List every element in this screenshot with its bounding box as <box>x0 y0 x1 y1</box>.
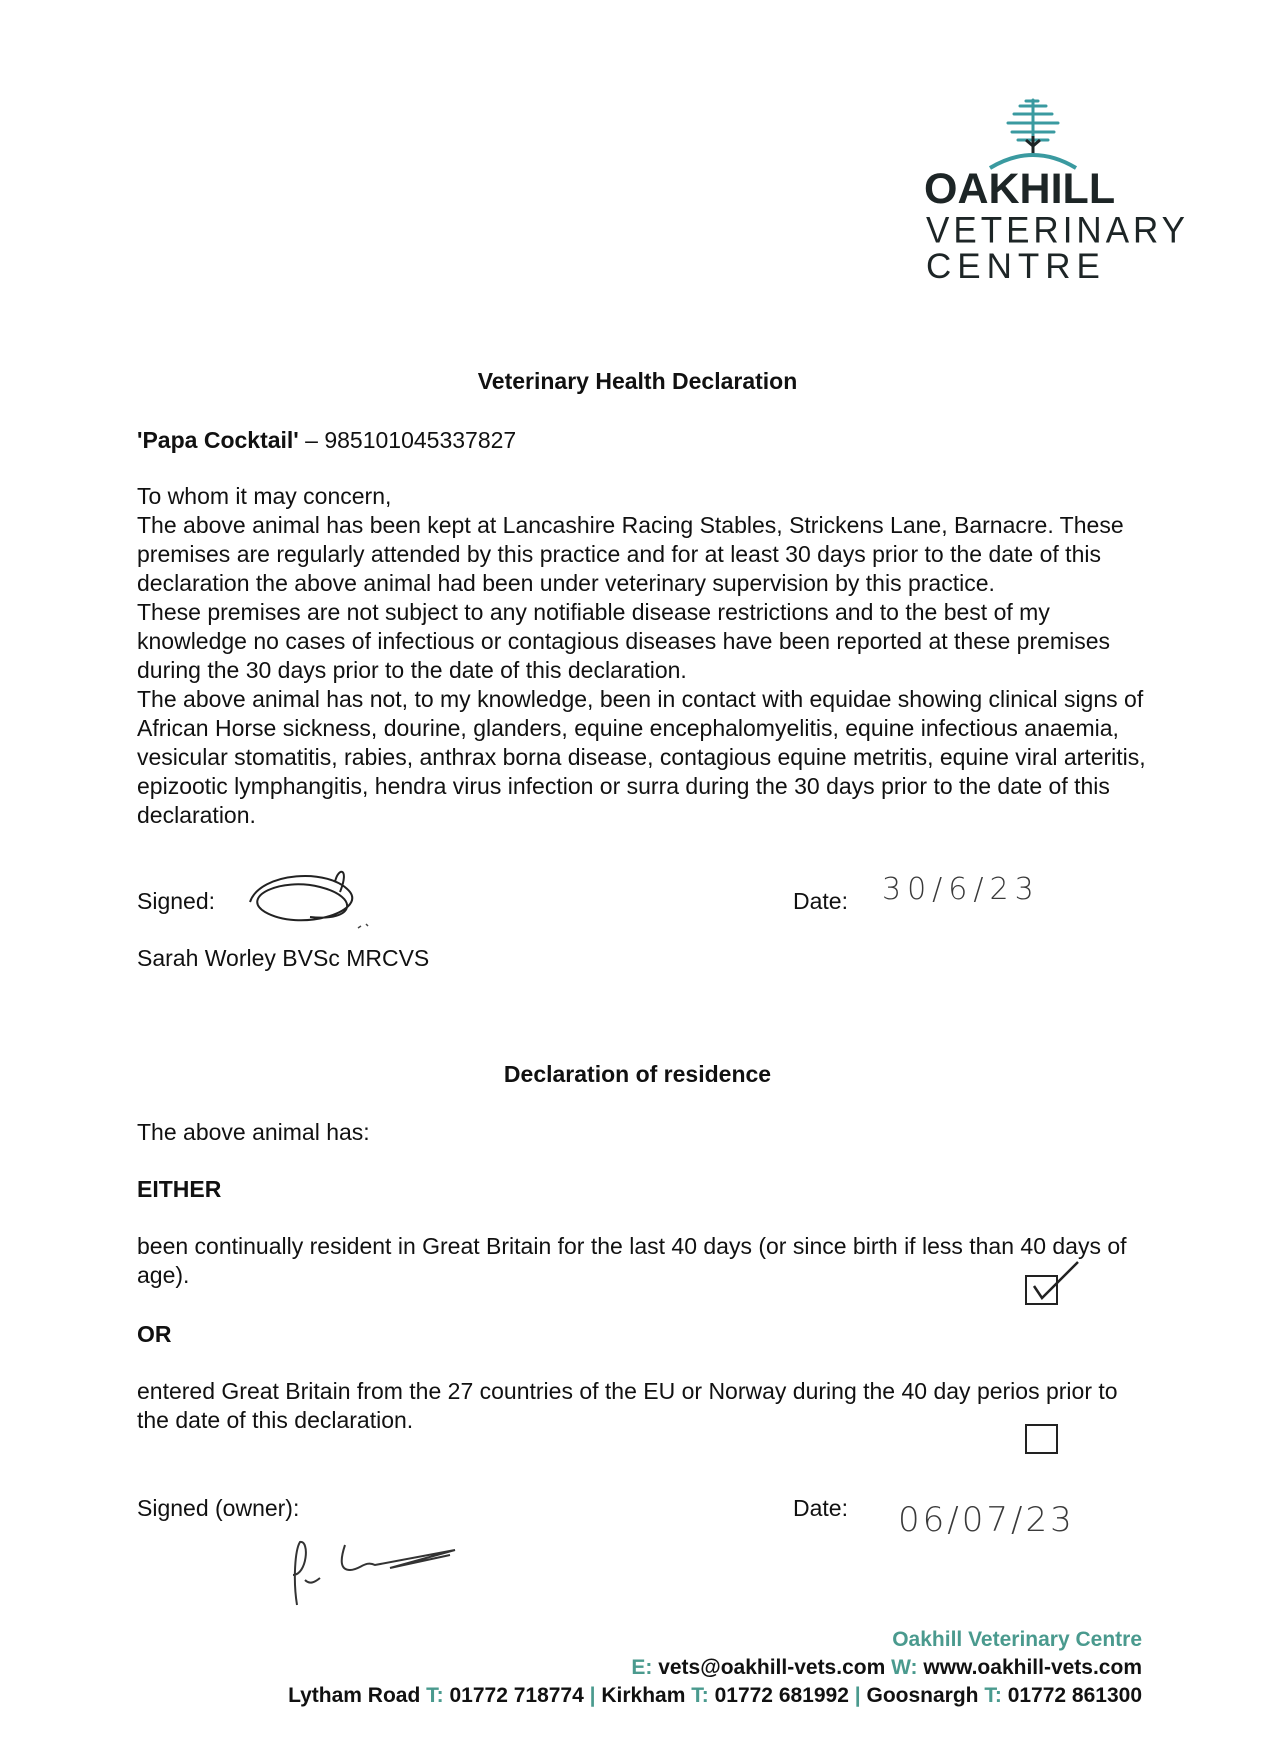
location-kirkham: Kirkham <box>601 1684 686 1707</box>
phone-goosnargh: 01772 861300 <box>1007 1684 1142 1707</box>
logo-subtitle-centre: CENTRE <box>926 247 1106 286</box>
paragraph-restrictions: These premises are not subject to any notifiable disease restrictions and to the best of my knowledge no cases of infectious or contagious diseases have been reported at these premises during the 30 days prior to the date of this declaration. <box>137 599 1110 683</box>
location-lytham: Lytham Road <box>288 1684 421 1707</box>
email-label: E: <box>631 1656 653 1679</box>
owner-date-value: 06/07/23 <box>898 1500 1075 1540</box>
or-label: OR <box>137 1321 172 1347</box>
tel-label: T: <box>426 1684 444 1707</box>
footer-website[interactable]: www.oakhill-vets.com <box>923 1656 1142 1679</box>
separator: | <box>589 1684 596 1707</box>
footer-email[interactable]: vets@oakhill-vets.com <box>658 1656 886 1679</box>
tel-label: T: <box>691 1684 709 1707</box>
web-label: W: <box>891 1656 918 1679</box>
greeting: To whom it may concern, <box>137 483 392 509</box>
check-mark-icon <box>1028 1258 1084 1308</box>
vet-date-value: 30/6/23 <box>882 872 1040 907</box>
footer-locations <box>288 1684 1142 1708</box>
phone-lytham: 01772 718774 <box>449 1684 584 1707</box>
vet-signature <box>240 862 390 934</box>
option-resident-text: been continually resident in Great Britain for the last 40 days (or since birth if less than 40 days of age). <box>137 1233 1127 1288</box>
footer-contact <box>631 1656 1142 1680</box>
phone-kirkham: 01772 681992 <box>714 1684 849 1707</box>
health-declaration-body <box>137 482 1147 830</box>
footer-practice-name: Oakhill Veterinary Centre <box>892 1628 1142 1651</box>
residence-intro: The above animal has: <box>137 1119 370 1145</box>
location-goosnargh: Goosnargh <box>866 1684 979 1707</box>
paragraph-premises: The above animal has been kept at Lancashire Racing Stables, Strickens Lane, Barnacre. These premises are regularly attended by this practice and for at least 30 days prior to the date of this declaration the above animal had been under veterinary supervision by this practice. <box>137 512 1124 596</box>
option-entered-text: entered Great Britain from the 27 countries of the EU or Norway during the 40 day perios prior to the date of this declaration. <box>137 1378 1118 1433</box>
animal-identification <box>137 426 516 455</box>
option-entered-checkbox[interactable] <box>1025 1424 1058 1454</box>
vet-signed-label: Signed: <box>137 888 216 914</box>
animal-id: – 985101045337827 <box>298 427 517 453</box>
logo-name: OAKHILL <box>924 165 1116 213</box>
animal-name: 'Papa Cocktail' <box>137 427 299 453</box>
logo-subtitle-veterinary: VETERINARY <box>926 210 1190 251</box>
paragraph-contact: The above animal has not, to my knowledge, been in contact with equidae showing clinical signs of African Horse sickness, dourine, glanders, equine encephalomyelitis, equine infectious anaemia, vesicular stomatitis, rabies, anthrax borna disease, contagious equine metritis, equine viral arteritis, epizootic lymphangitis, hendra virus infection or surra during the 30 days prior to the date of this declaration. <box>137 686 1146 828</box>
vet-signatory-name: Sarah Worley BVSc MRCVS <box>137 945 430 971</box>
separator: | <box>854 1684 861 1707</box>
health-declaration-title: Veterinary Health Declaration <box>477 368 798 394</box>
owner-signed-label: Signed (owner): <box>137 1495 300 1521</box>
tel-label: T: <box>984 1684 1002 1707</box>
residence-declaration-title: Declaration of residence <box>503 1061 772 1087</box>
owner-date-label: Date: <box>793 1495 848 1521</box>
vet-date-label: Date: <box>793 888 848 914</box>
practice-logo <box>918 96 1190 286</box>
either-label: EITHER <box>137 1176 222 1202</box>
owner-signature <box>285 1530 465 1610</box>
